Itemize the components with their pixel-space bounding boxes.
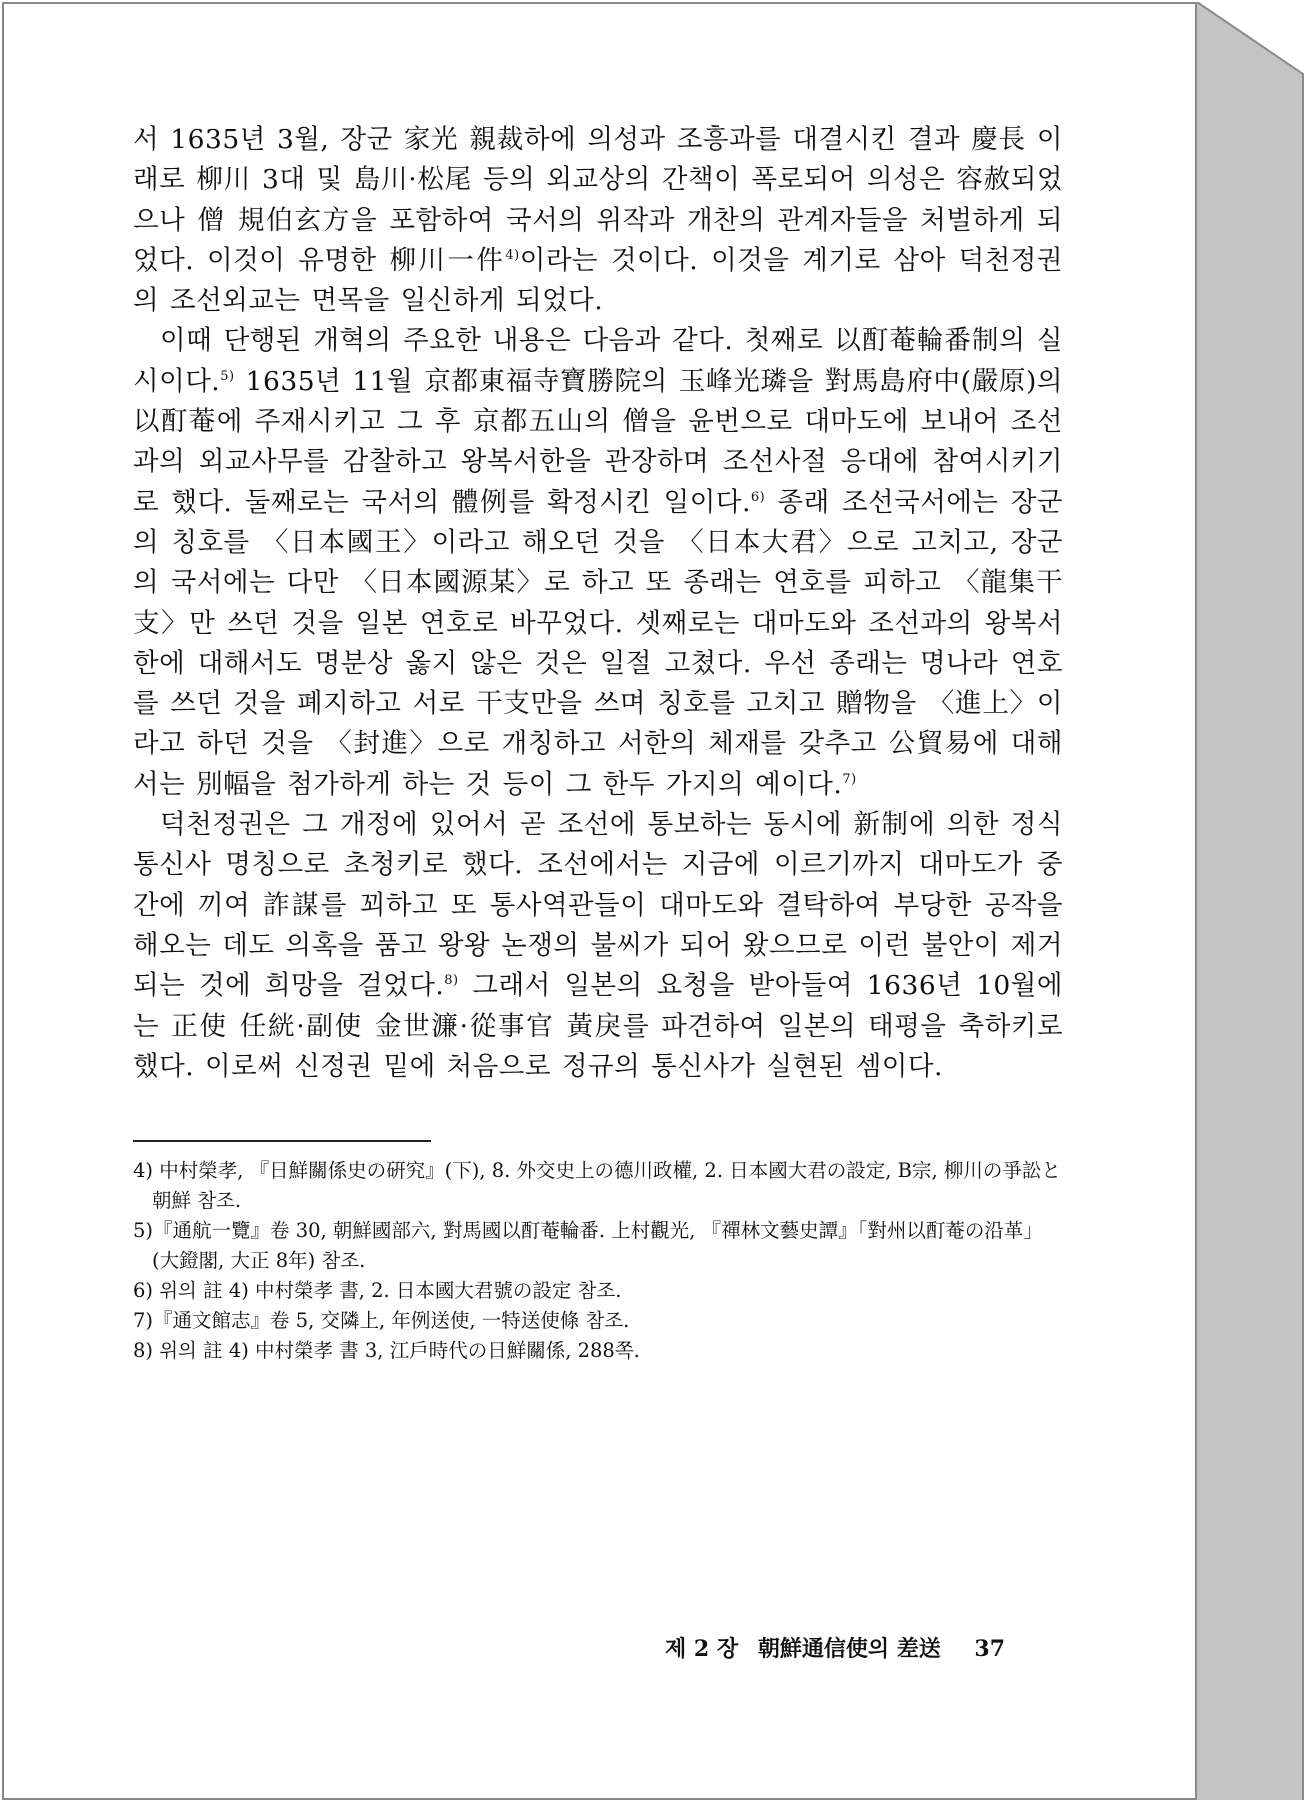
book-depth-shadow — [1197, 2, 1309, 1800]
footnote-4 — [133, 1156, 1063, 1216]
footnote-number: 7) — [133, 1309, 154, 1333]
footnote-number: 6) — [133, 1279, 154, 1303]
paragraph-2-text-a: 이때 단행된 개혁의 주요한 내용은 다음과 같다. 첫째로 以酊菴輪番制의 실시이다. — [133, 325, 1063, 397]
footnote-text: 위의 註 4) 中村榮孝 書 3, 江戶時代の日鮮關係, 288쪽. — [159, 1339, 640, 1363]
page-number: 37 — [974, 1636, 1006, 1662]
paragraph-1-text-a: 서 1635년 3월, 장군 家光 親裁하에 의성과 조흥과를 대결시킨 결과 慶長 이래로 柳川 3대 및 島川·松尾 등의 외교상의 간책이 폭로되어 의성은 容赦되었으나 僧 規伯玄方을 포함하여 국서의 위작과 개찬의 관계자들을 처벌하게 되었다. 이것이 유명한 柳川一件 — [133, 124, 1063, 276]
footnotes — [133, 1156, 1063, 1366]
footnote-7 — [133, 1306, 1063, 1336]
footnote-number: 8) — [133, 1339, 154, 1363]
chapter-title: 朝鮮通信使의 差送 — [757, 1636, 941, 1662]
footnote-text: 위의 註 4) 中村榮孝 書, 2. 日本國大君號の設定 참조. — [159, 1279, 622, 1303]
footnote-ref-4[interactable]: 4) — [505, 248, 520, 264]
footnote-text: 『通文館志』卷 5, 交隣上, 年例送使, 一特送使條 참조. — [153, 1309, 630, 1333]
footnote-number: 5) — [133, 1219, 154, 1243]
footnote-6 — [133, 1276, 1063, 1306]
footnote-ref-6[interactable]: 6) — [750, 489, 766, 505]
paragraph-3-text-a: 덕천정권은 그 개정에 있어서 곧 조선에 통보하는 동시에 新制에 의한 정식 통신사 명칭으로 초청키로 했다. 조선에서는 지금에 이르기까지 대마도가 중간에 끼여 詐謀를 꾀하고 또 통사역관들이 대마도와 결탁하여 부당한 공작을 해오는 데도 의혹을 품고 왕왕 논쟁의 불씨가 되어 왔으므로 이런 불안이 제거되는 것에 희망을 걸었다. — [133, 809, 1063, 1002]
page-body — [133, 120, 1063, 1366]
paragraph-2-text-c: 종래 조선국서에는 장군의 칭호를 〈日本國王〉이라고 해오던 것을 〈日本大君〉으로 고치고, 장군의 국서에는 다만 〈日本國源某〉로 하고 또 종래는 연호를 피하고 〈龍集干支〉만 쓰던 것을 일본 연호로 바꾸었다. 셋째로는 대마도와 조선과의 왕복서한에 대해서도 명분상 옳지 않은 것은 일절 고쳤다. 우선 종래는 명나라 연호를 쓰던 것을 폐지하고 서로 干支만을 쓰며 칭호를 고치고 贈物을 〈進上〉이라고 하던 것을 〈封進〉으로 개칭하고 서한의 체재를 갖추고 公貿易에 대해서는 別幅을 첨가하게 하는 것 등이 그 한두 가지의 예이다. — [133, 486, 1063, 800]
footnote-text: 中村榮孝, 『日鮮關係史の硏究』(下), 8. 外交史上の德川政權, 2. 日本國大君の設定, B宗, 柳川の爭訟と朝鮮 참조. — [152, 1159, 1061, 1213]
paragraph-2-text-b: 1635년 11월 京都東福寺寶勝院의 玉峰光璘을 對馬島府中(嚴原)의 以酊菴에 주재시키고 그 후 京都五山의 僧을 윤번으로 대마도에 보내어 조선과의 외교사무를 감찰하고 왕복서한을 관장하며 조선사절 응대에 참여시키기로 했다. 둘째로는 국서의 體例를 확정시킨 일이다. — [133, 365, 1063, 518]
paragraph-3-text-b: 그래서 일본의 요청을 받아들여 1636년 10월에는 正使 任絖·副使 金世濂·從事官 黃戾를 파견하여 일본의 태평을 축하키로 했다. 이로써 신정권 밑에 처음으로 정규의 통신사가 실현된 셈이다. — [133, 970, 1063, 1082]
footnote-ref-8[interactable]: 8) — [444, 973, 459, 989]
footnote-text: 『通航一覽』卷 30, 朝鮮國部六, 對馬國以酊菴輪番. 上村觀光, 『禪林文藝史譚』「對州以酊菴の沿革」(大鐙閣, 大正 8年) 참조. — [152, 1219, 1043, 1273]
footnote-divider — [133, 1140, 431, 1142]
paragraph-2 — [133, 321, 1063, 805]
paragraph-1 — [133, 120, 1063, 321]
running-footer — [665, 1632, 1065, 1663]
book-depth-face — [1197, 2, 1303, 1800]
footnote-5 — [133, 1216, 1063, 1276]
footnote-number: 4) — [133, 1159, 154, 1183]
footnote-ref-5[interactable]: 5) — [220, 368, 235, 384]
footnote-8 — [133, 1336, 1063, 1366]
paragraph-3 — [133, 805, 1063, 1087]
footnote-ref-7[interactable]: 7) — [842, 771, 857, 787]
chapter-label: 제 2 장 — [665, 1636, 739, 1662]
paragraph-1-text-b: 이라는 것이다. 이것을 계기로 삼아 덕천정권의 조선외교는 면목을 일신하게 되었다. — [133, 244, 1063, 317]
